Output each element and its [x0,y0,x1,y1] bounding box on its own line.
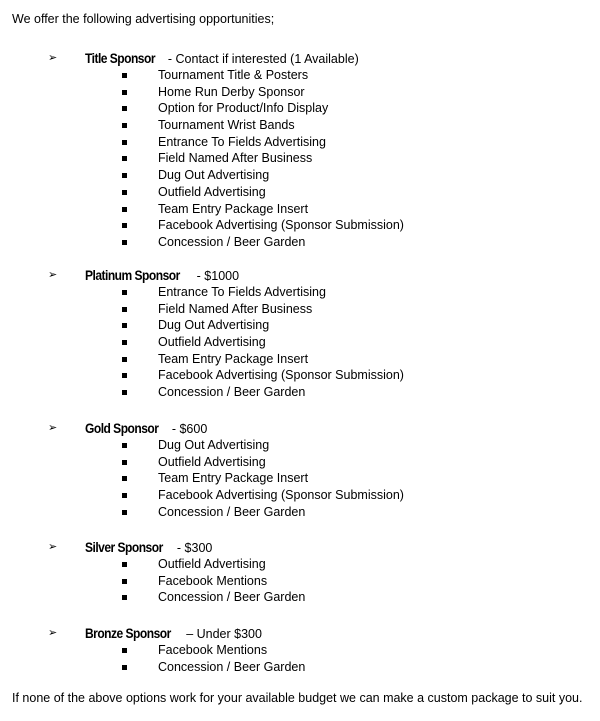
square-bullet-icon [122,648,127,653]
square-bullet-icon [122,443,127,448]
tier-name: Platinum Sponsor [85,267,180,283]
benefit-text: Field Named After Business [158,301,313,316]
list-item [0,201,600,218]
arrow-bullet-icon: ➢ [48,422,58,434]
benefit-text: Facebook Advertising (Sponsor Submission) [158,218,404,233]
tier-header [0,419,600,437]
tier-heading [85,625,262,642]
square-bullet-icon [122,123,127,128]
list-item [0,589,600,606]
tier-benefit-list [0,556,600,606]
square-bullet-icon [122,173,127,178]
square-bullet-icon [122,307,127,312]
tier-bronze-sponsor [0,624,600,675]
benefit-text: Facebook Mentions [158,643,268,657]
list-item [0,437,600,454]
square-bullet-icon [122,373,127,378]
benefit-text: Dug Out Advertising [158,168,270,183]
square-bullet-icon [122,140,127,145]
benefit-text: Entrance To Fields Advertising [158,134,326,149]
square-bullet-icon [122,460,127,465]
square-bullet-icon [122,665,127,670]
list-item [0,167,600,184]
list-item [0,84,600,101]
list-item [0,487,600,504]
tier-description: - $300 [176,541,213,555]
benefit-text: Team Entry Package Insert [158,351,309,366]
tier-description: – Under $300 [186,627,262,641]
arrow-bullet-icon: ➢ [48,541,58,553]
tier-title-sponsor [0,49,600,251]
square-bullet-icon [122,323,127,328]
tier-silver-sponsor [0,538,600,606]
benefit-text: Field Named After Business [158,151,313,166]
list-item [0,556,600,573]
tier-benefit-list [0,284,600,401]
benefit-text: Concession / Beer Garden [158,659,306,674]
tier-description: - Contact if interested (1 Available) [167,52,359,66]
tier-description: - $600 [171,422,208,436]
square-bullet-icon [122,340,127,345]
square-bullet-icon [122,156,127,161]
list-item [0,334,600,351]
list-item [0,642,600,659]
tier-platinum-sponsor [0,266,600,401]
square-bullet-icon [122,476,127,481]
benefit-text: Concession / Beer Garden [158,590,306,605]
square-bullet-icon [122,190,127,195]
benefit-text: Team Entry Package Insert [158,471,309,486]
square-bullet-icon [122,223,127,228]
list-item [0,134,600,151]
list-item [0,504,600,521]
benefit-text: Outfield Advertising [158,184,266,199]
tier-heading [85,420,207,437]
benefit-text: Outfield Advertising [158,335,266,350]
square-bullet-icon [122,357,127,362]
square-bullet-icon [122,579,127,584]
square-bullet-icon [122,207,127,212]
tier-name: Silver Sponsor [85,539,163,555]
list-item [0,367,600,384]
benefit-text: Outfield Advertising [158,557,266,571]
list-item [0,301,600,318]
list-item [0,234,600,251]
list-item [0,573,600,590]
list-item [0,184,600,201]
benefit-text: Team Entry Package Insert [158,201,309,216]
list-item [0,67,600,84]
list-item [0,217,600,234]
square-bullet-icon [122,106,127,111]
tier-heading [85,50,359,67]
intro-text: We offer the following advertising opportunities; [12,12,275,26]
benefit-text: Concession / Beer Garden [158,504,306,519]
tier-name: Gold Sponsor [85,420,159,436]
benefit-text: Tournament Title & Posters [158,68,309,82]
tier-header [0,624,600,642]
square-bullet-icon [122,510,127,515]
square-bullet-icon [122,493,127,498]
square-bullet-icon [122,290,127,295]
list-item [0,150,600,167]
list-item [0,284,600,301]
square-bullet-icon [122,73,127,78]
benefit-text: Dug Out Advertising [158,438,270,452]
benefit-text: Home Run Derby Sponsor [158,84,305,99]
arrow-bullet-icon: ➢ [48,627,58,639]
list-item [0,659,600,676]
list-item [0,100,600,117]
list-item [0,384,600,401]
tier-name: Bronze Sponsor [85,625,171,641]
tier-header [0,538,600,556]
benefit-text: Option for Product/Info Display [158,101,329,116]
benefit-text: Concession / Beer Garden [158,234,306,249]
benefit-text: Dug Out Advertising [158,318,270,333]
list-item [0,317,600,334]
list-item [0,470,600,487]
tier-benefit-list [0,437,600,520]
square-bullet-icon [122,562,127,567]
square-bullet-icon [122,595,127,600]
list-item [0,454,600,471]
benefit-text: Outfield Advertising [158,454,266,469]
benefit-text: Concession / Beer Garden [158,385,306,400]
tier-benefit-list [0,642,600,675]
tier-heading [85,267,239,284]
tier-benefit-list [0,67,600,251]
benefit-text: Entrance To Fields Advertising [158,285,326,299]
tier-header [0,49,600,67]
benefit-text: Facebook Mentions [158,573,268,588]
square-bullet-icon [122,390,127,395]
square-bullet-icon [122,90,127,95]
tier-description: - $1000 [196,269,240,283]
benefit-text: Facebook Advertising (Sponsor Submission) [158,488,404,503]
arrow-bullet-icon: ➢ [48,269,58,281]
tier-heading [85,539,212,556]
arrow-bullet-icon: ➢ [48,52,58,64]
tier-gold-sponsor [0,419,600,520]
benefit-text: Tournament Wrist Bands [158,118,295,133]
tier-header [0,266,600,284]
list-item [0,117,600,134]
tier-name: Title Sponsor [85,50,156,66]
benefit-text: Facebook Advertising (Sponsor Submission) [158,368,404,383]
square-bullet-icon [122,240,127,245]
list-item [0,351,600,368]
closing-text: If none of the above options work for your available budget we can make a custom package to suit you. [12,691,583,705]
